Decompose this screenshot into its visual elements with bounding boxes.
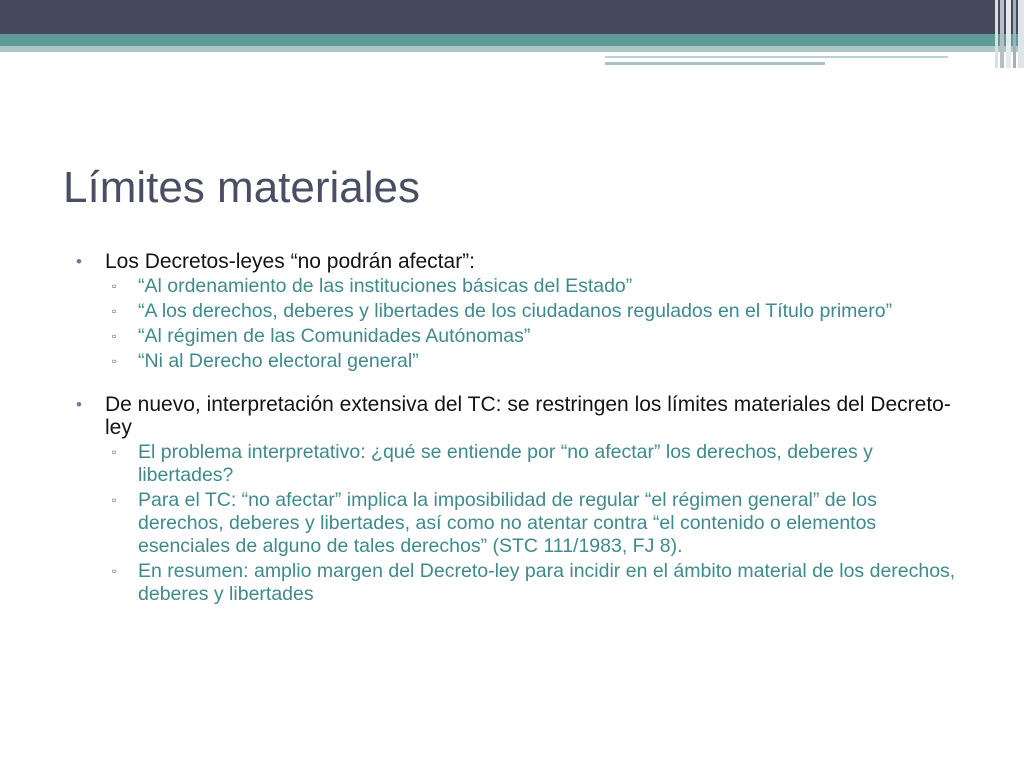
sub-bullet-item: [76, 350, 956, 373]
sub-bullet-item: [76, 300, 956, 323]
sub-bullet-item: [76, 325, 956, 348]
sub-bullet-text: En resumen: amplio margen del Decreto-ley para incidir en el ámbito material de los derechos, deberes y libertades: [138, 560, 956, 605]
slide-content: [76, 250, 956, 606]
header-dark-band: [0, 0, 1024, 34]
square-bullet-icon: ▫: [112, 493, 117, 507]
header-accent-line: [605, 62, 825, 65]
square-bullet-icon: ▫: [112, 445, 117, 459]
sub-bullet-text: El problema interpretativo: ¿qué se entiende por “no afectar” los derechos, deberes y libertades?: [138, 441, 873, 486]
header-teal-band: [0, 34, 1024, 46]
sub-bullet-item: [76, 441, 956, 487]
sub-bullet-text: “Ni al Derecho electoral general”: [138, 350, 419, 372]
stripe: [995, 0, 998, 68]
square-bullet-icon: ▫: [112, 304, 117, 318]
square-bullet-icon: ▫: [112, 354, 117, 368]
sub-bullet-text: Para el TC: “no afectar” implica la imposibilidad de regular “el régimen general” de los derechos, deberes y libertades, así como no atentar contra “el contenido o elementos esenciales de alguno de tales derechos” (STC 111/1983, FJ 8).: [138, 489, 877, 557]
square-bullet-icon: ▫: [112, 564, 117, 578]
sub-bullet-text: “Al régimen de las Comunidades Autónomas”: [138, 325, 531, 347]
bullet-dot-icon: •: [76, 395, 82, 414]
sub-bullet-item: [76, 489, 956, 558]
sub-bullet-item: [76, 275, 956, 298]
bullet-dot-icon: •: [76, 252, 82, 271]
stripe: [1006, 0, 1011, 68]
header-light-band: [0, 46, 1024, 52]
stripe: [1018, 0, 1024, 68]
sub-bullet-text: “A los derechos, deberes y libertades de los ciudadanos regulados en el Título primero”: [138, 300, 893, 322]
bullet-text: De nuevo, interpretación extensiva del TC: se restringen los límites materiales del Decreto-ley: [105, 393, 951, 439]
square-bullet-icon: ▫: [112, 279, 117, 293]
stripe: [1013, 0, 1016, 68]
bullet-item: [76, 250, 956, 273]
sub-bullet-text: “Al ordenamiento de las instituciones básicas del Estado”: [138, 275, 633, 297]
stripe: [1000, 0, 1004, 68]
corner-stripes: [990, 0, 1024, 68]
slide-title: Límites materiales: [63, 163, 421, 212]
square-bullet-icon: ▫: [112, 329, 117, 343]
bullet-item: [76, 393, 956, 439]
bullet-text: Los Decretos-leyes “no podrán afectar”:: [105, 250, 476, 273]
header-accent-line: [605, 56, 948, 58]
sub-bullet-item: [76, 560, 956, 606]
